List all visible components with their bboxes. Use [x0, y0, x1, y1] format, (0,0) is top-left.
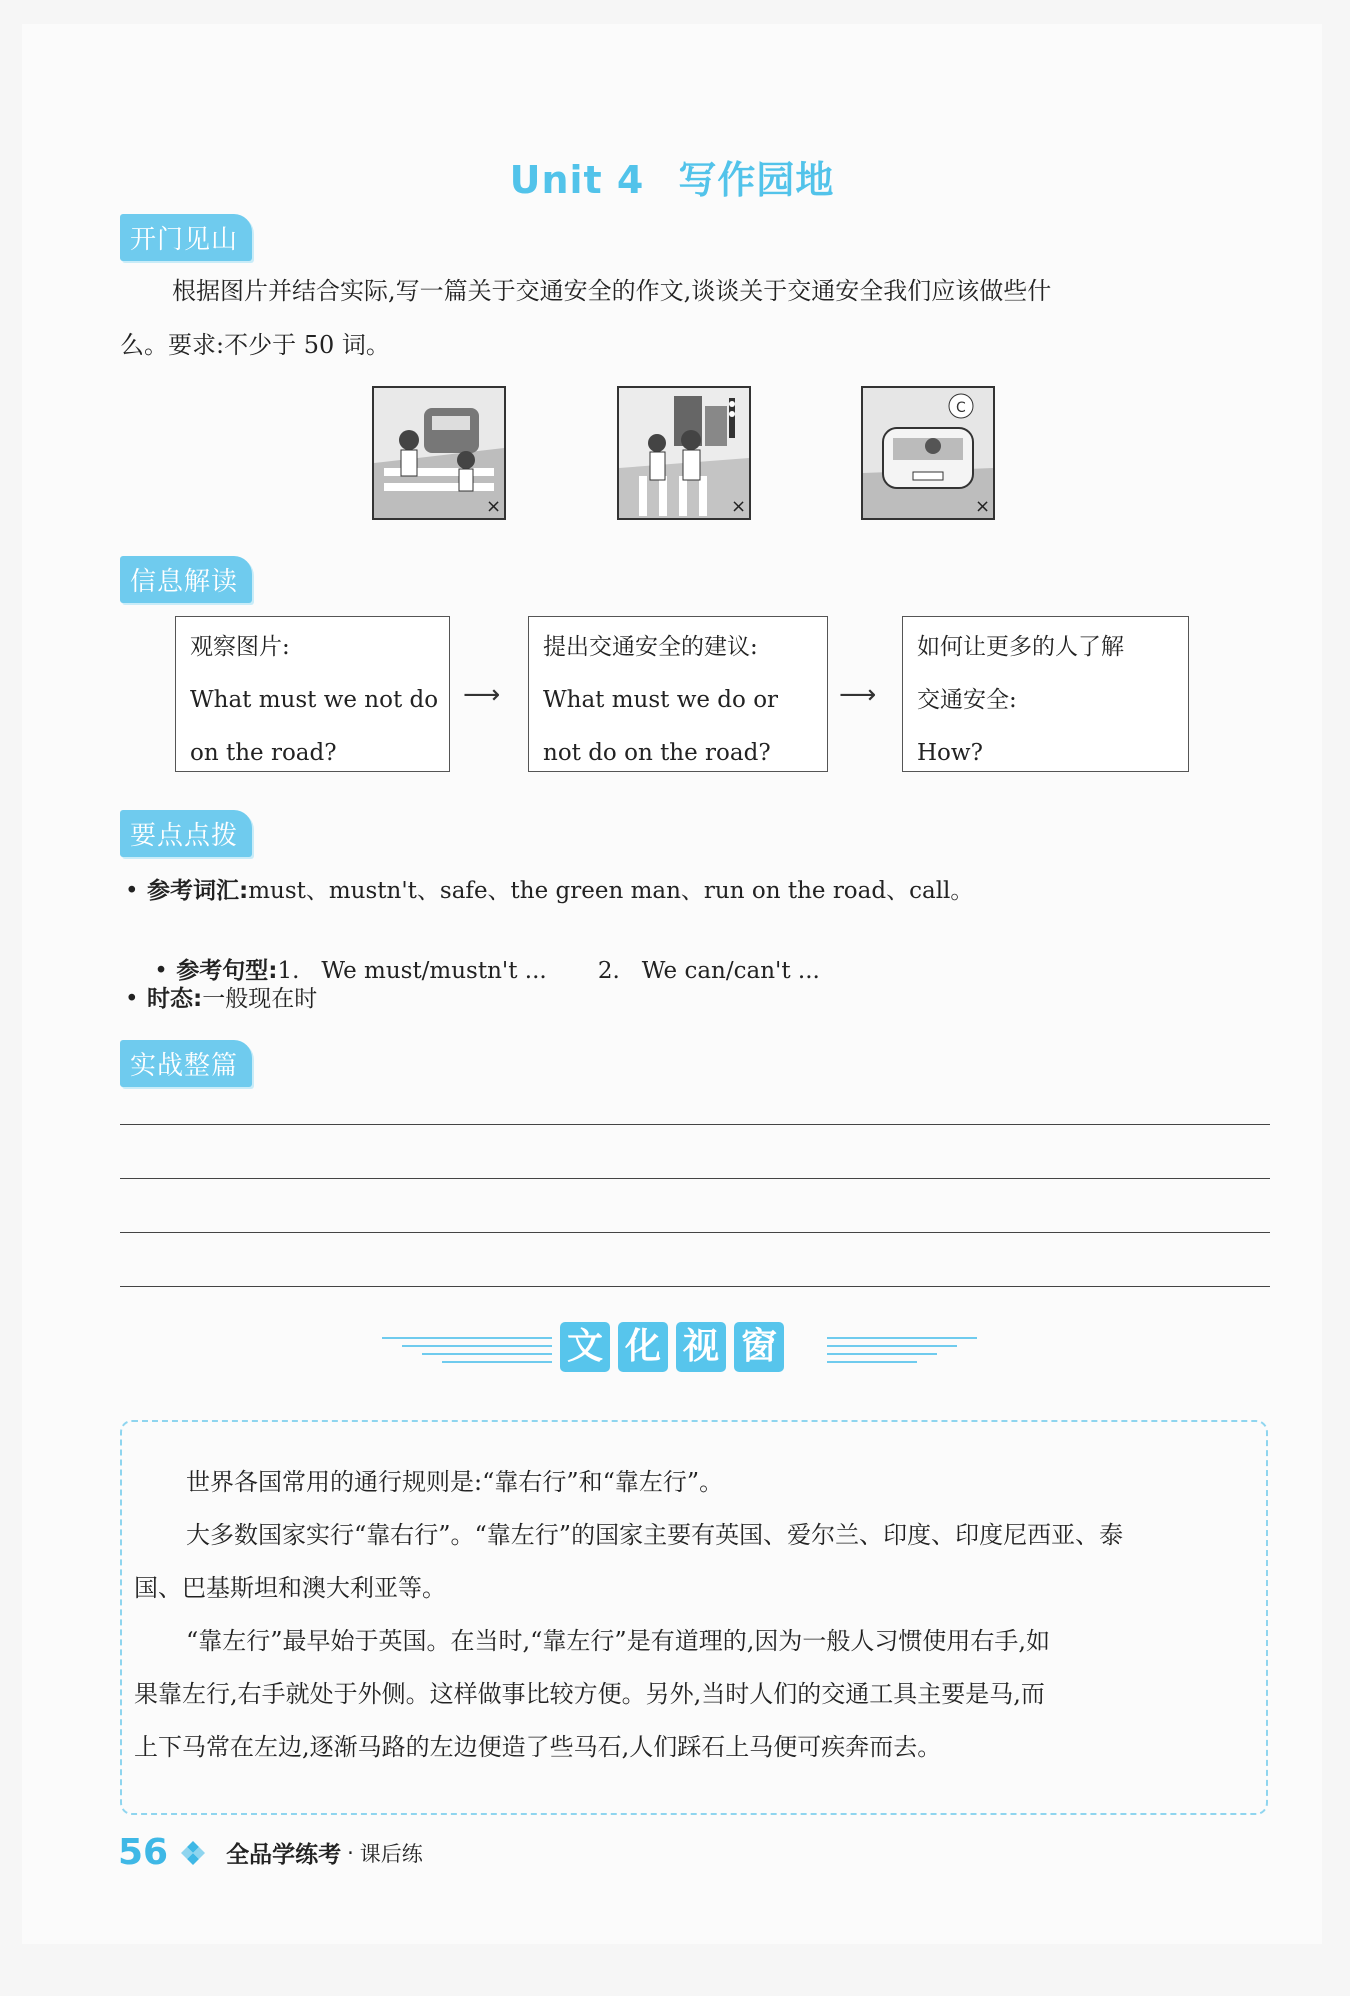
writing-line[interactable] [120, 1178, 1270, 1179]
driver-phone-picture [861, 386, 995, 520]
culture-title-chars [560, 1322, 784, 1372]
culture-title-char: 文 [560, 1322, 610, 1372]
tip-value: must、mustn't、safe、the green man、run on the road、call。 [248, 878, 974, 904]
prompt-line-2: 么。要求:不少于 50 词。 [120, 331, 390, 359]
writing-line[interactable] [120, 1124, 1270, 1125]
brand-subtitle: 课后练 [359, 1841, 423, 1866]
decor-stripes [382, 1330, 552, 1366]
flow-box-line: How? [917, 740, 983, 766]
flow-arrow: ⟶ [839, 680, 877, 710]
tip-value: 1. We must/mustn't ... 2. We can/can't ... [277, 958, 820, 984]
flow-box-line: on the road? [190, 740, 337, 766]
flow-box-line: What must we do or [543, 687, 779, 713]
culture-paragraph: 果靠左行,右手就处于外侧。这样做事比较方便。另外,当时人们的交通工具主要是马,而 [134, 1680, 1045, 1708]
flow-box-line: 提出交通安全的建议: [543, 634, 758, 660]
tip-vocab [125, 872, 973, 905]
section-label-practice: 实战整篇 [120, 1040, 252, 1087]
culture-paragraph: 上下马常在左边,逐渐马路的左边便造了些马石,人们踩石上马便可疾奔而去。 [134, 1733, 942, 1761]
page-number: 56 [118, 1832, 169, 1873]
tip-value: 一般现在时 [202, 986, 318, 1012]
jaywalking-picture [372, 386, 506, 520]
crossing-picture [617, 386, 751, 520]
tip-key: 时态: [147, 986, 203, 1012]
brand-name: 全品学练考 [226, 1842, 342, 1868]
culture-title-char: 化 [618, 1322, 668, 1372]
diamond-icon [180, 1840, 206, 1866]
culture-paragraph: “靠左行”最早始于英国。在当时,“靠左行”是有道理的,因为一般人习惯使用右手,如 [186, 1627, 1050, 1655]
flow-box-line: 如何让更多的人了解 [917, 634, 1124, 660]
cross-mark: × [486, 496, 502, 517]
unit-label: Unit 4 [509, 158, 645, 202]
flow-box-line: not do on the road? [543, 740, 771, 766]
flow-box-suggest [528, 616, 828, 772]
tip-tense [125, 980, 317, 1013]
bullet-icon: • [125, 878, 139, 904]
flow-box-line: 观察图片: [190, 634, 290, 660]
writing-line[interactable] [120, 1286, 1270, 1287]
workbook-page [22, 24, 1322, 1944]
culture-title-char: 视 [676, 1322, 726, 1372]
page-footer [118, 1832, 423, 1873]
flow-arrow: ⟶ [463, 680, 501, 710]
flow-box-observe [175, 616, 450, 772]
tip-key: 参考句型: [176, 958, 278, 984]
culture-paragraph: 国、巴基斯坦和澳大利亚等。 [134, 1574, 446, 1602]
svg-text:C: C [956, 400, 966, 416]
section-label-tips: 要点点拨 [120, 810, 252, 857]
culture-title-char: 窗 [734, 1322, 784, 1372]
flow-box-line: What must we not do [190, 687, 439, 713]
culture-text [134, 1456, 1259, 1774]
section-label-intro: 开门见山 [120, 214, 252, 261]
cross-mark: × [731, 496, 747, 517]
prompt-line-1: 根据图片并结合实际,写一篇关于交通安全的作文,谈谈关于交通安全我们应该做些什 [172, 277, 1052, 305]
section-label-info: 信息解读 [120, 556, 252, 603]
culture-paragraph: 大多数国家实行“靠右行”。“靠左行”的国家主要有英国、爱尔兰、印度、印度尼西亚、泰 [186, 1521, 1124, 1549]
bullet-icon: • [125, 986, 139, 1012]
brand-separator: · [347, 1840, 354, 1865]
page-title [22, 149, 1322, 204]
writing-prompt [120, 264, 1270, 372]
culture-paragraph: 世界各国常用的通行规则是:“靠右行”和“靠左行”。 [186, 1468, 724, 1496]
decor-stripes [827, 1330, 997, 1366]
flow-box-line: 交通安全: [917, 687, 1017, 713]
tip-key: 参考词汇: [147, 878, 249, 904]
flow-box-how [902, 616, 1189, 772]
cross-mark: × [975, 496, 991, 517]
bullet-icon: • [154, 958, 168, 984]
topic-label: 写作园地 [678, 158, 835, 202]
writing-line[interactable] [120, 1232, 1270, 1233]
culture-window-heading [22, 1318, 1350, 1378]
